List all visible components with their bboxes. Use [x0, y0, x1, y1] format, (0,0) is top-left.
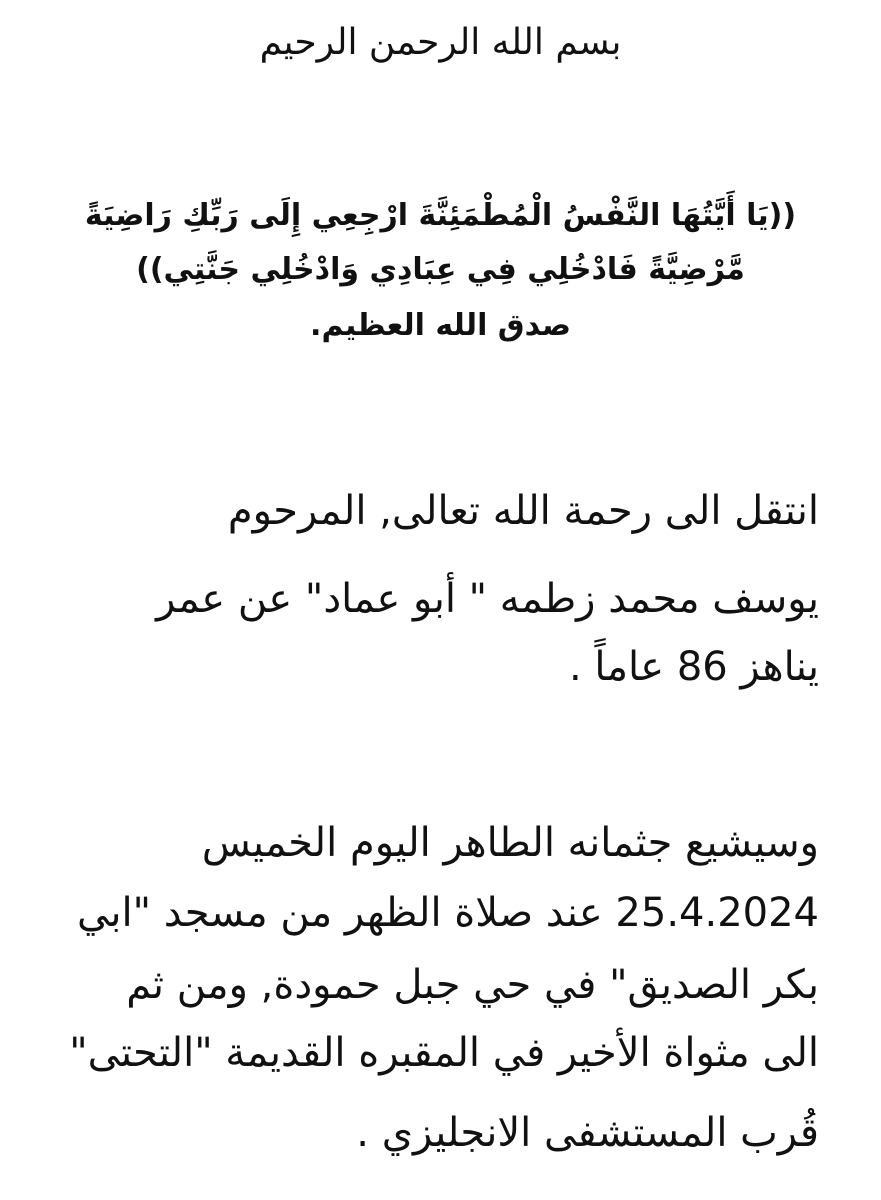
- funeral-line-2: 25.4.2024 عند صلاة الظهر من مسجد "ابي: [77, 890, 819, 936]
- quran-verse-line-1: ((يَا أَيَّتُهَا النَّفْسُ الْمُطْمَئِنَّةَ ارْجِعِي إِلَى رَبِّكِ رَاضِيَةً: [84, 198, 797, 233]
- funeral-line-4: الى مثواة الأخير في المقبره القديمة "التحتى": [69, 1030, 819, 1076]
- announcement-line-3: يناهز 86 عاماً .: [569, 644, 819, 690]
- funeral-line-1: وسيشيع جثمانه الطاهر اليوم الخميس: [201, 820, 819, 866]
- funeral-line-5: قُرب المستشفى الانجليزي .: [356, 1110, 819, 1156]
- announcement-line-1: انتقل الى رحمة الله تعالى, المرحوم: [227, 488, 819, 534]
- quran-verse-line-2: مَّرْضِيَّةً فَادْخُلِي فِي عِبَادِي وَادْخُلِي جَنَّتِي)): [136, 252, 745, 287]
- announcement-line-2: يوسف محمد زطمه " أبو عماد" عن عمر: [156, 576, 819, 622]
- basmala-heading: بسم الله الرحمن الرحيم: [259, 22, 622, 63]
- quran-verse-closing: صدق الله العظيم.: [310, 308, 571, 343]
- funeral-line-3: بكر الصديق" في حي جبل حمودة, ومن ثم: [126, 962, 819, 1008]
